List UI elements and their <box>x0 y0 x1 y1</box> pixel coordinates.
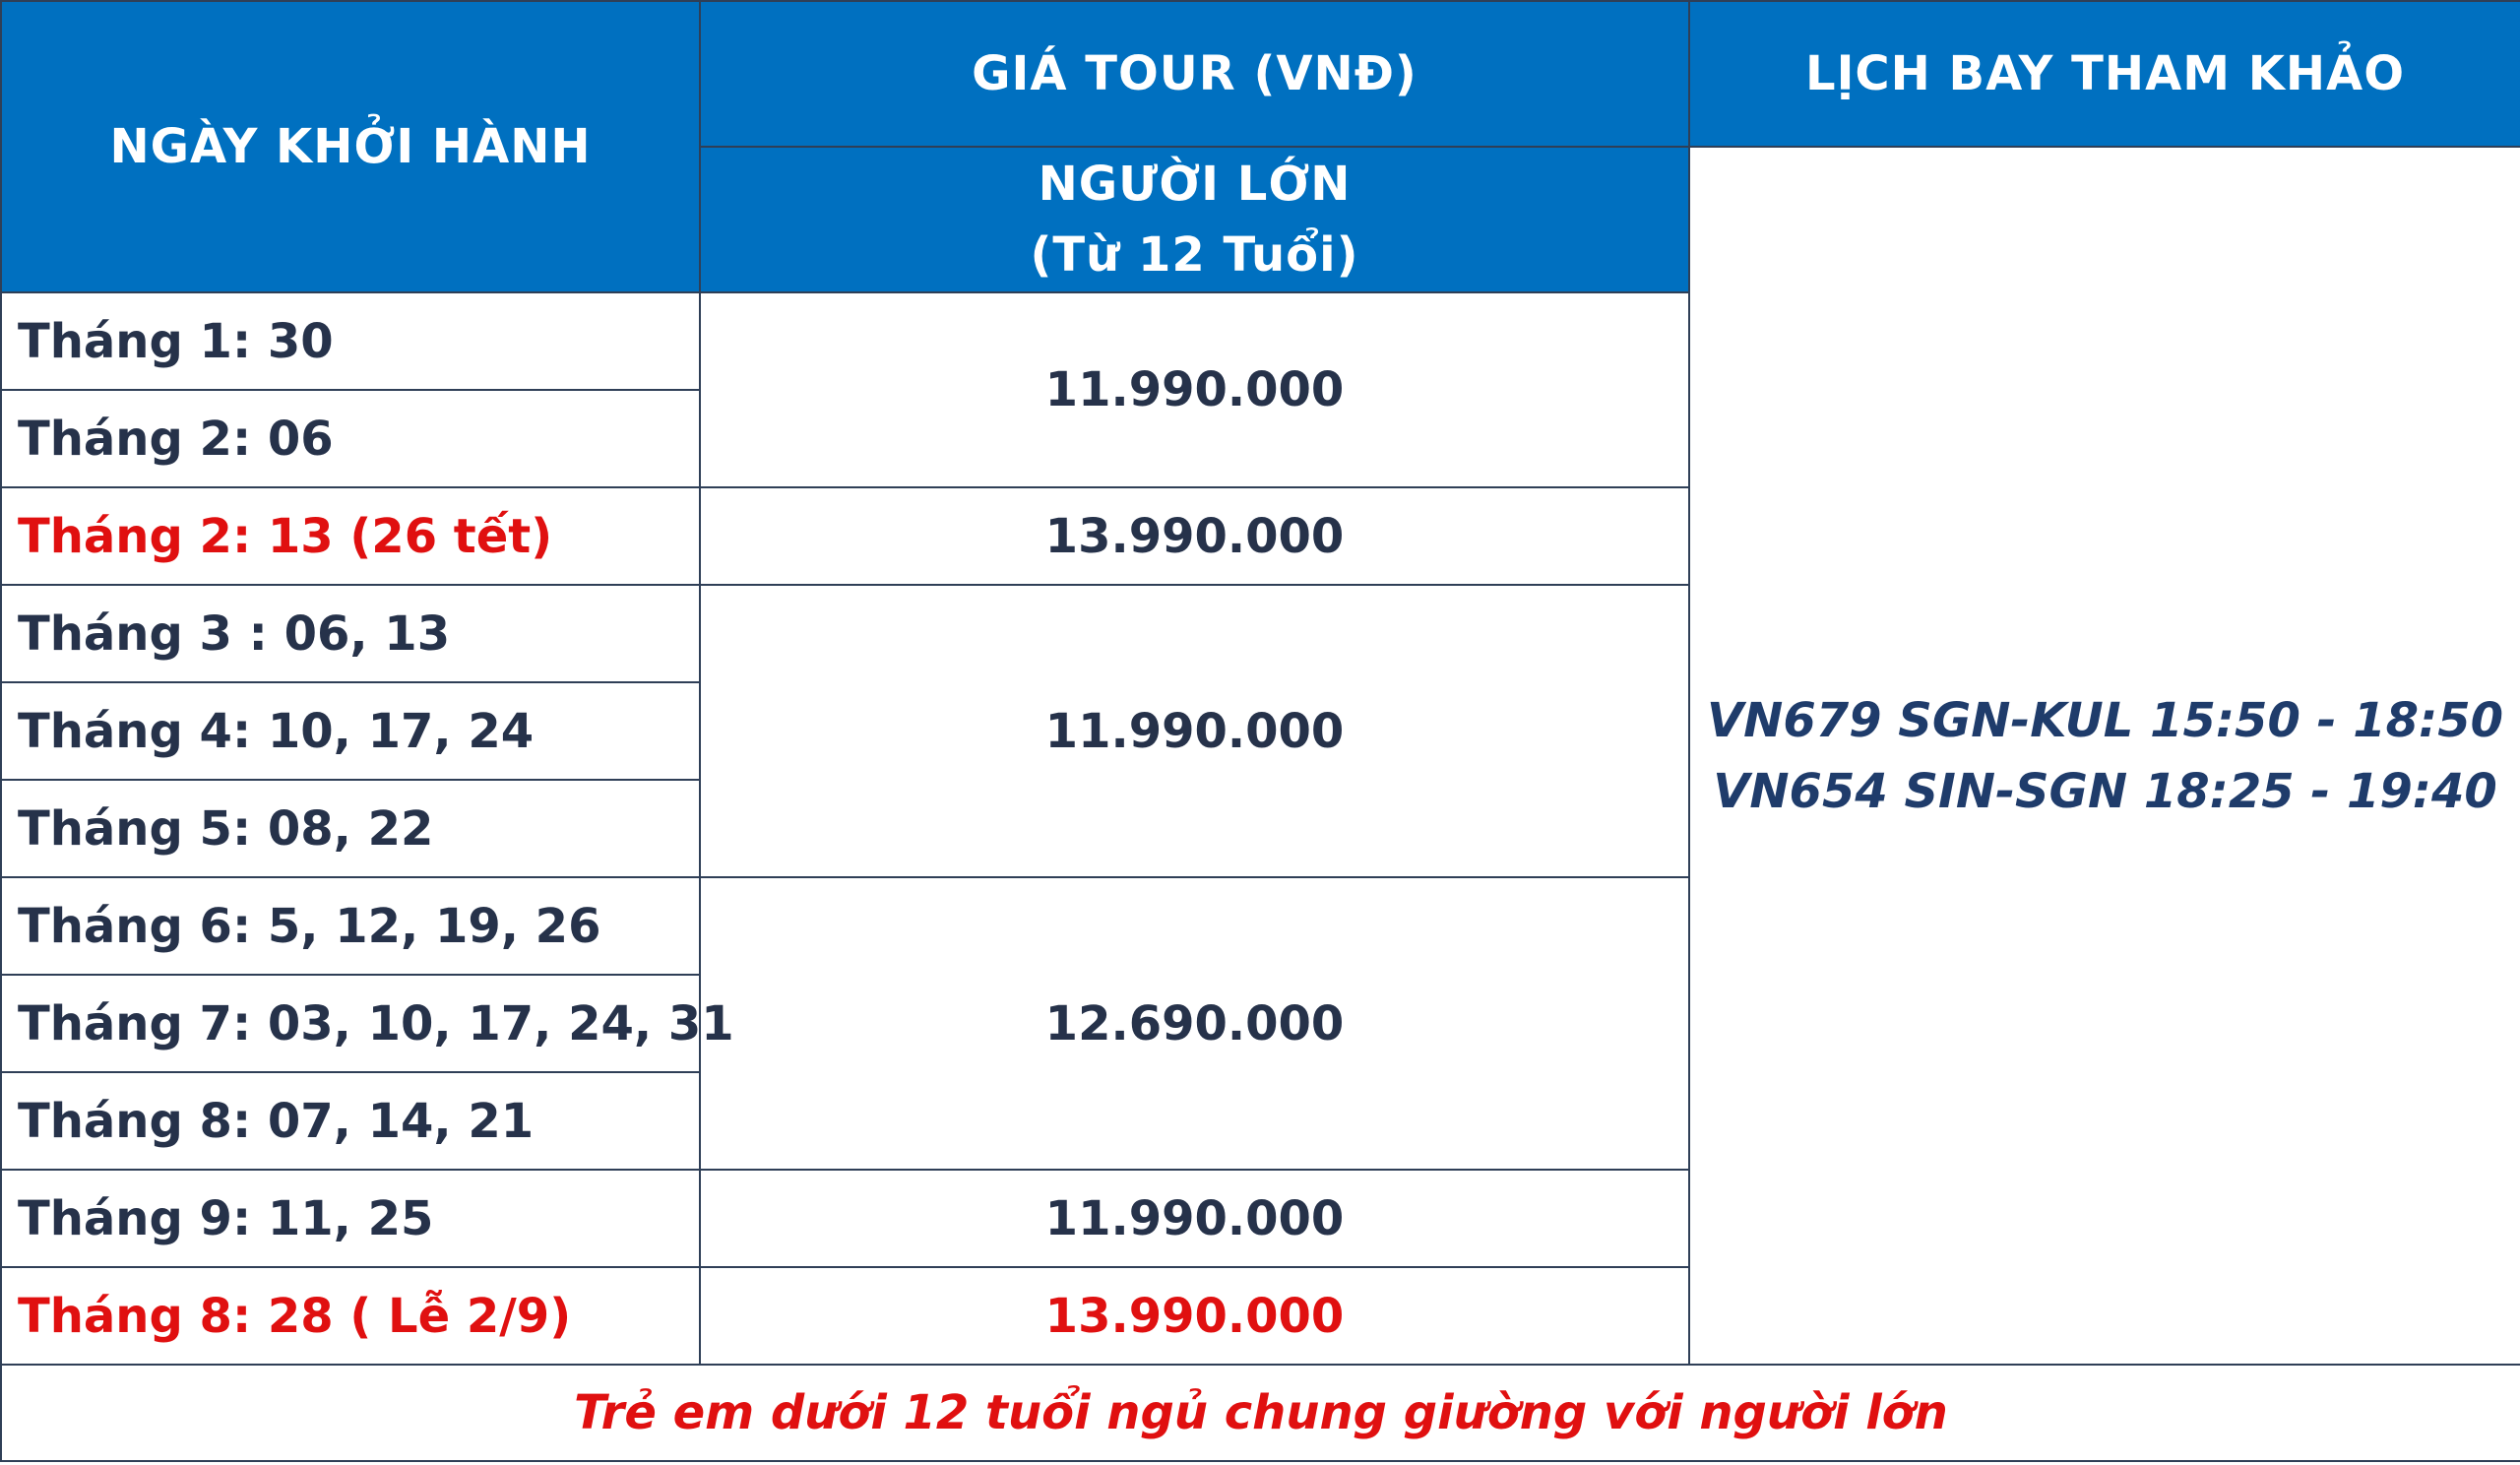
price-cell: 13.990.000 <box>700 487 1689 585</box>
header-adult <box>700 147 1689 292</box>
departure-date-cell: Tháng 3 : 06, 13 <box>1 585 700 682</box>
flight-schedule-cell <box>1689 147 2520 1365</box>
departure-date-cell: Tháng 2: 06 <box>1 390 700 487</box>
departure-date-cell: Tháng 5: 08, 22 <box>1 780 700 877</box>
note-row <box>1 1365 2520 1461</box>
departure-date-cell: Tháng 8: 07, 14, 21 <box>1 1072 700 1170</box>
header-row-1 <box>1 1 2520 147</box>
children-note: Trẻ em dưới 12 tuổi ngủ chung giường với người lớn <box>1 1365 2520 1461</box>
departure-date-cell-highlight: Tháng 8: 28 ( Lễ 2/9) <box>1 1267 700 1365</box>
price-cell-highlight: 13.990.000 <box>700 1267 1689 1365</box>
departure-date-cell-highlight: Tháng 2: 13 (26 tết) <box>1 487 700 585</box>
header-tour-price: GIÁ TOUR (VNĐ) <box>700 1 1689 147</box>
price-cell: 11.990.000 <box>700 585 1689 877</box>
flight-line-1: VN679 SGN-KUL 15:50 - 18:50 <box>1707 692 2503 748</box>
header-flight-schedule: LỊCH BAY THAM KHẢO <box>1689 1 2520 147</box>
header-adult-line2: (Từ 12 Tuổi) <box>1030 227 1359 283</box>
departure-date-cell: Tháng 7: 03, 10, 17, 24, 31 <box>1 975 700 1072</box>
price-cell: 11.990.000 <box>700 1170 1689 1267</box>
flight-line-2: VN654 SIN-SGN 18:25 - 19:40 <box>1713 763 2497 819</box>
header-departure-date: NGÀY KHỞI HÀNH <box>1 1 700 292</box>
departure-date-cell: Tháng 9: 11, 25 <box>1 1170 700 1267</box>
price-cell: 12.690.000 <box>700 877 1689 1170</box>
departure-date-cell: Tháng 6: 5, 12, 19, 26 <box>1 877 700 975</box>
departure-date-cell: Tháng 1: 30 <box>1 292 700 390</box>
price-cell: 11.990.000 <box>700 292 1689 487</box>
departure-date-cell: Tháng 4: 10, 17, 24 <box>1 682 700 780</box>
header-adult-line1: NGƯỜI LỚN <box>1038 157 1352 212</box>
